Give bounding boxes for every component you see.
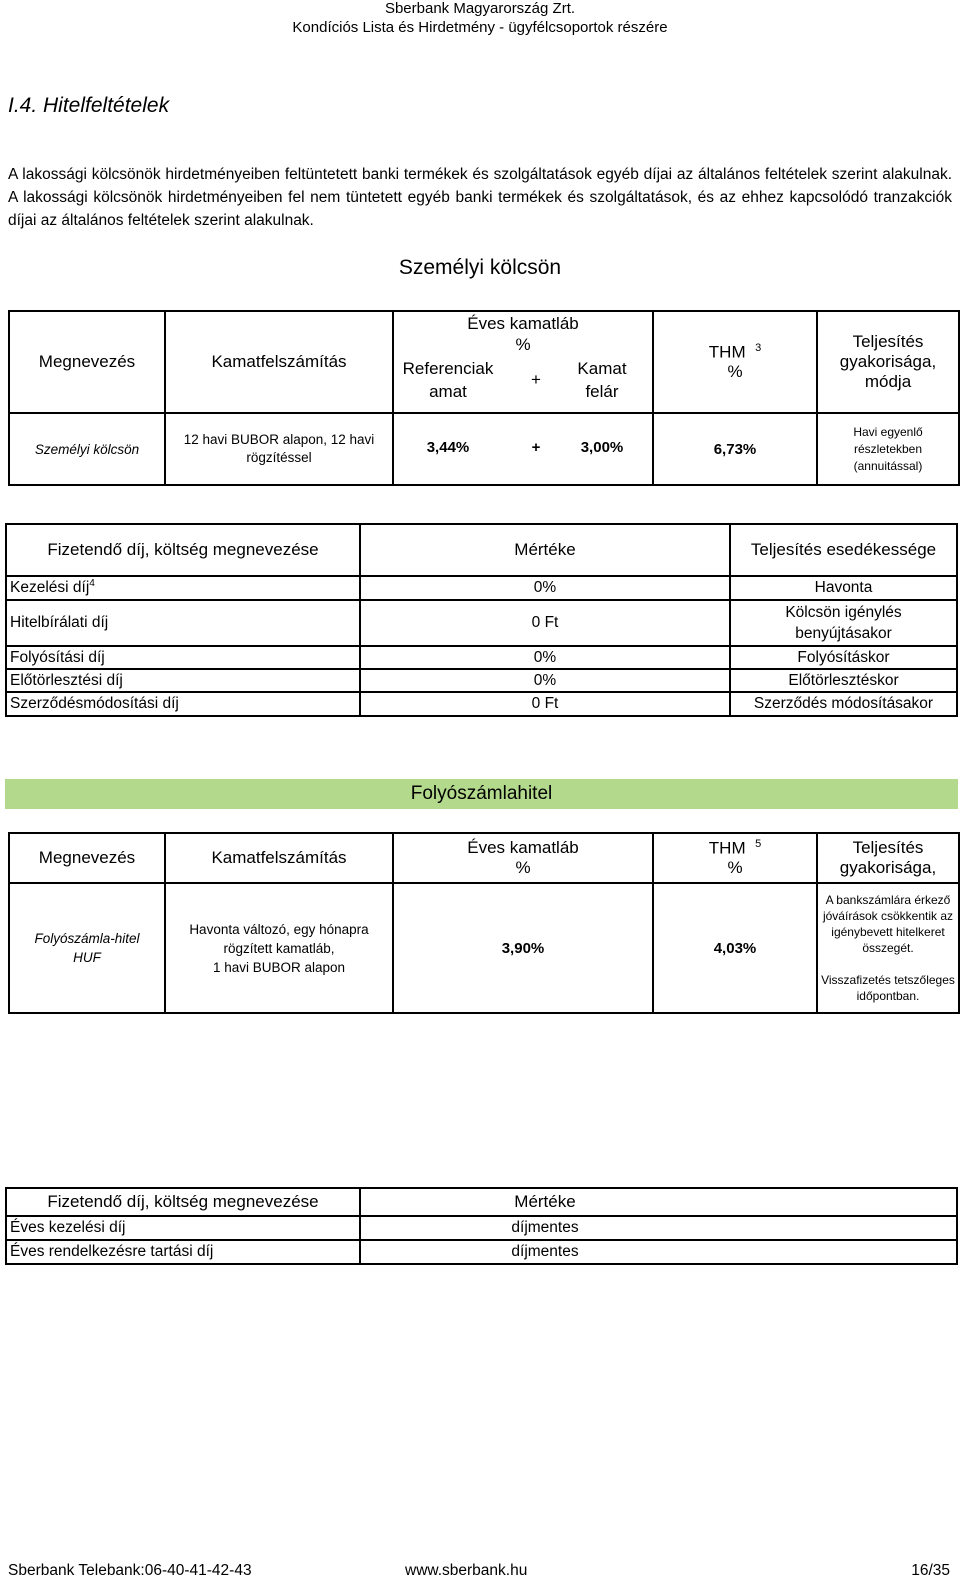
- fee-header-name: Fizetendő díj, költség megnevezése: [47, 540, 319, 559]
- plus-sign: +: [531, 370, 541, 389]
- fee-row-due: Szerződés módosításakor: [753, 695, 934, 712]
- rate-plus: +: [531, 439, 541, 456]
- od-calc-l2: rögzített kamatláb,: [223, 940, 335, 956]
- footer-phone: Sberbank Telebank:06-40-41-42-43: [8, 1562, 252, 1579]
- fee-row-name: Szerződésmódosítási díj: [10, 695, 179, 712]
- od-header-rate: [393, 833, 653, 883]
- od-perf-header-l1: Teljesítés: [852, 838, 924, 857]
- fee-row-due: Havonta: [814, 579, 873, 596]
- loan-calc-l1: 12 havi BUBOR alapon, 12 havi: [183, 432, 375, 447]
- od-fee-row-name: Éves kezelési díj: [10, 1219, 126, 1236]
- margin-header-l2: felár: [585, 382, 619, 401]
- od-name-l2: HUF: [73, 950, 101, 965]
- od-calc-l3: 1 havi BUBOR alapon: [212, 959, 346, 975]
- intro-paragraph: A lakossági kölcsönök hirdetményeiben feltüntetett banki termékek és szolgáltatások egyéb díjai az általános feltételek szerint alakulnak. A lakossági kölcsönök hirdetményeiben fel nem tüntetett egyéb banki termékek és szolgáltatások, és az ehhez kapcsolódó tranzakciók díjai az általános feltételek szerint alakulnak.: [8, 166, 952, 229]
- fee-due-l1: Kölcsön igénylés: [785, 604, 902, 621]
- od-perf-l6: időpontban.: [856, 989, 920, 1003]
- col-header-calc: Kamatfelszámítás: [165, 311, 393, 413]
- document-subtitle: Kondíciós Lista és Hirdetmény - ügyfélcsoportok részére: [292, 19, 668, 36]
- ref-rate-header-l2: amat: [429, 382, 467, 401]
- od-rate-title: Éves kamatláb: [467, 838, 579, 857]
- fee-row-due: Előtörlesztéskor: [788, 671, 899, 689]
- margin-header-l1: Kamat: [577, 359, 627, 378]
- perf-header-l3: módja: [864, 372, 912, 391]
- od-perf-l1: A bankszámlára érkező: [825, 893, 951, 907]
- section-title: I.4. Hitelfeltételek: [8, 94, 170, 117]
- fee-row-due: [730, 600, 957, 646]
- fee-row-name: [6, 576, 360, 600]
- od-fee-header-amount: Mértéke: [360, 1188, 729, 1216]
- loan-calc-l2: rögzítéssel: [246, 450, 312, 465]
- od-header-name: Megnevezés: [9, 833, 165, 883]
- thm-footnote: 3: [755, 341, 762, 354]
- fee-row-amount: 0%: [360, 646, 730, 669]
- perf-header-l1: Teljesítés: [852, 332, 924, 351]
- loan-perf-cell: [817, 413, 959, 485]
- thm-pct: %: [727, 362, 743, 382]
- fee-footnote: 4: [89, 578, 95, 590]
- fee-row-name: Folyósítási díj: [10, 648, 105, 666]
- od-rate-pct: %: [515, 858, 531, 877]
- od-perf-cell: [817, 883, 959, 1013]
- od-perf-l4: összegét.: [862, 941, 914, 955]
- od-rate-cell: 3,90%: [393, 883, 653, 1013]
- footer-page-number: 16/35: [911, 1562, 950, 1579]
- col-header-performance: [817, 311, 959, 413]
- od-header-thm: [653, 833, 817, 883]
- od-name-cell: [9, 883, 165, 1013]
- loan-name-cell: Személyi kölcsön: [9, 413, 165, 485]
- od-header-performance: [817, 833, 959, 883]
- overdraft-fees-table: [5, 1187, 958, 1265]
- rate-title: Éves kamatláb: [467, 314, 579, 333]
- fee-name-text: Kezelési díj: [10, 579, 90, 597]
- col-header-thm: [653, 311, 817, 413]
- od-perf-l3: igénybevett hitelkeret: [831, 925, 945, 939]
- od-fee-header-name: Fizetendő díj, költség megnevezése: [47, 1192, 319, 1211]
- fee-row-name: Előtörlesztési díj: [10, 671, 123, 689]
- thm-label: THM: [708, 342, 746, 362]
- personal-loan-table: [8, 310, 960, 486]
- od-calc-cell: [165, 883, 393, 1013]
- col-header-rate: [393, 311, 653, 413]
- footer-website[interactable]: www.sberbank.hu: [405, 1562, 528, 1579]
- perf-header-l2: gyakorisága,: [839, 352, 937, 371]
- od-fee-row-name: Éves rendelkezésre tartási díj: [10, 1243, 214, 1260]
- fee-row-due: Folyósításkor: [797, 648, 890, 666]
- od-fee-row-amount: díjmentes: [360, 1216, 729, 1240]
- loan-perf-l1: Havi egyenlő: [853, 424, 923, 439]
- loan-perf-l2: részletekben: [853, 441, 923, 456]
- overdraft-table: [8, 832, 960, 1014]
- fee-row-amount: 0%: [360, 576, 730, 600]
- fee-header-amount: Mértéke: [360, 524, 730, 576]
- od-name-l1: Folyószámla-hitel: [34, 931, 140, 946]
- od-thm-label: THM: [708, 838, 746, 858]
- od-calc-l1: Havonta változó, egy hónapra: [189, 921, 369, 937]
- od-fee-row-amount: díjmentes: [360, 1240, 729, 1264]
- document-company: Sberbank Magyarország Zrt.: [384, 0, 576, 17]
- od-perf-l2: jóváírások csökkentik az: [822, 909, 954, 923]
- loan-rate-cell: [393, 413, 653, 485]
- od-thm-footnote: 5: [755, 837, 762, 850]
- od-thm-cell: 4,03%: [653, 883, 817, 1013]
- fee-row-amount: 0 Ft: [360, 600, 730, 646]
- ref-rate-header-l1: Referenciak: [402, 359, 494, 378]
- fee-header-due: Teljesítés esedékessége: [750, 540, 937, 559]
- margin-value: 3,00%: [580, 439, 624, 456]
- od-header-calc: Kamatfelszámítás: [165, 833, 393, 883]
- od-thm-pct: %: [727, 858, 743, 878]
- loan-perf-l3: (annuitással): [853, 458, 923, 473]
- overdraft-title: Folyószámlahitel: [5, 779, 958, 809]
- personal-loan-fees-table: [5, 523, 958, 717]
- od-perf-header-l2: gyakorisága,: [839, 858, 937, 877]
- personal-loan-title: Személyi kölcsön: [398, 256, 562, 279]
- rate-pct: %: [515, 335, 531, 354]
- loan-calc-cell: [165, 413, 393, 485]
- loan-thm-cell: 6,73%: [653, 413, 817, 485]
- fee-row-amount: 0 Ft: [360, 692, 730, 716]
- od-perf-l5: Visszafizetés tetszőleges: [821, 973, 955, 987]
- fee-due-l2: benyújtásakor: [795, 625, 892, 642]
- fee-row-name: Hitelbírálati díj: [10, 614, 109, 631]
- fee-row-amount: 0%: [360, 669, 730, 692]
- col-header-name: Megnevezés: [9, 311, 165, 413]
- ref-rate-value: 3,44%: [426, 439, 470, 456]
